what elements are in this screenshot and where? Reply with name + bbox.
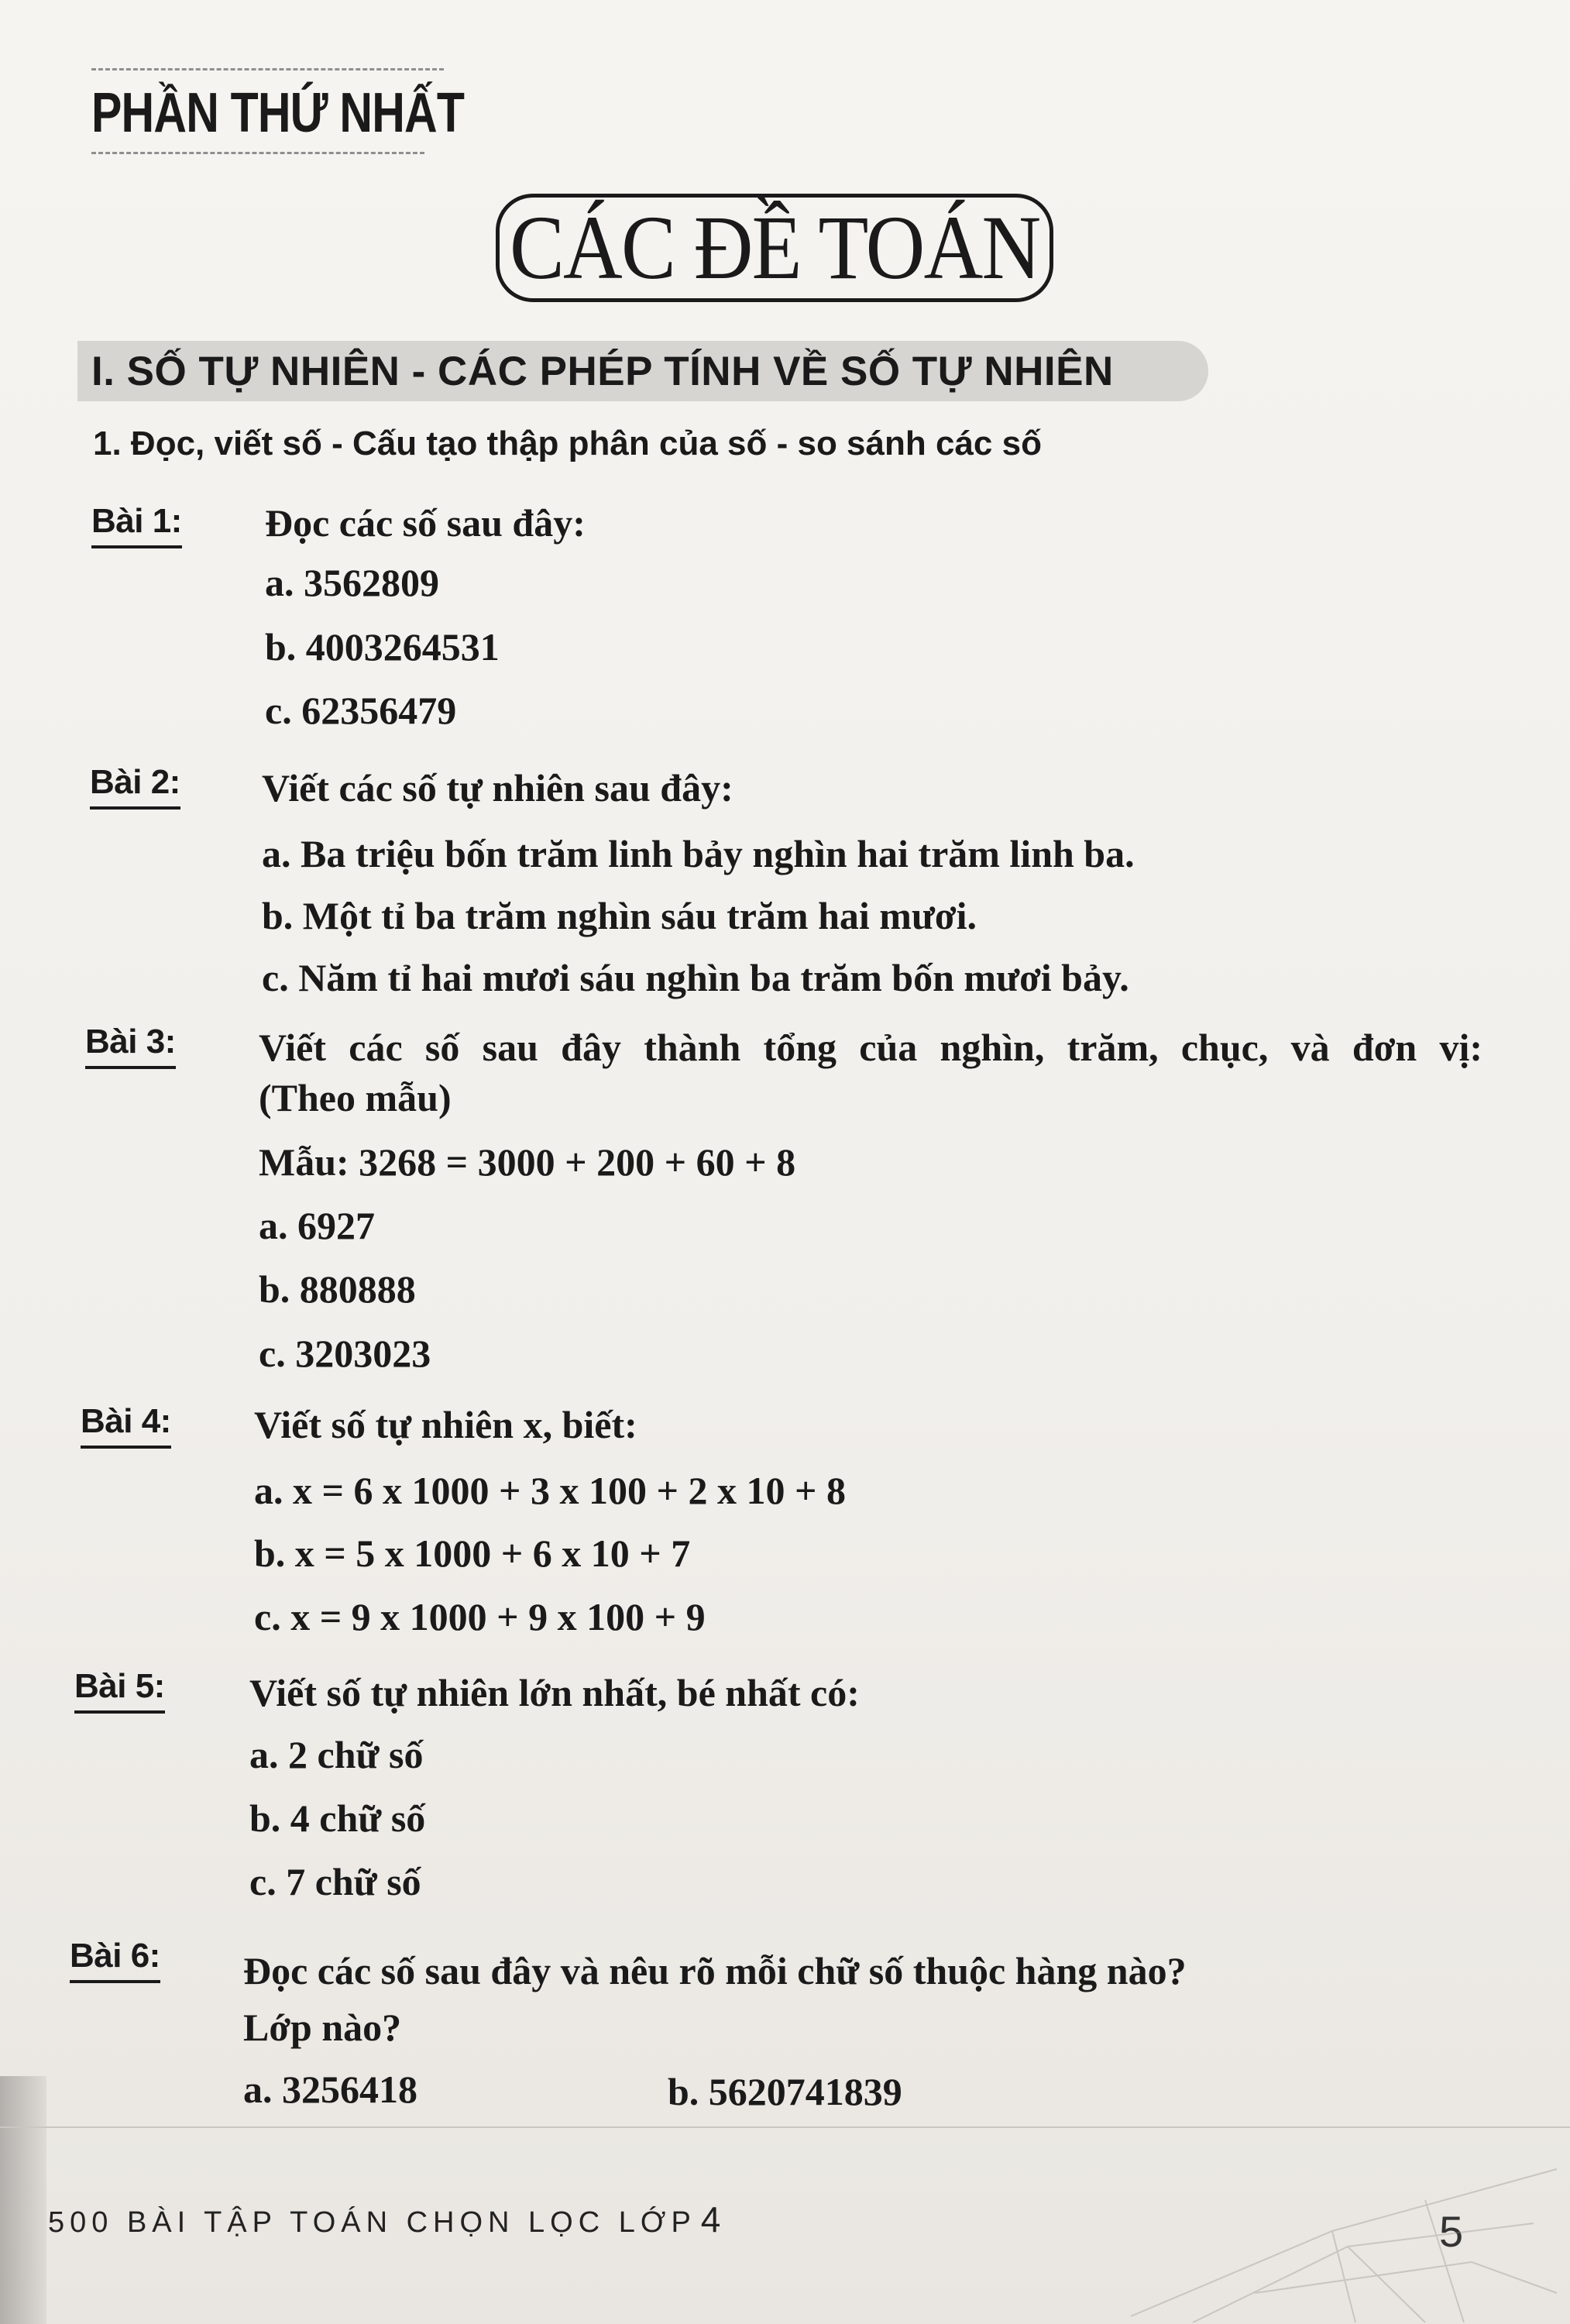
- exercise-6-prompt: Đọc các số sau đây và nêu rõ mỗi chữ số thuộc hàng nào?: [243, 1949, 1187, 1992]
- exercise-4-item-b: b. x = 5 x 1000 + 6 x 10 + 7: [254, 1532, 691, 1575]
- exercise-3-item-b: b. 880888: [259, 1267, 416, 1311]
- exercise-1-label: Bài 1:: [91, 502, 182, 548]
- exercise-2-item-c: c. Năm tỉ hai mươi sáu nghìn ba trăm bốn mươi bảy.: [262, 956, 1129, 999]
- exercise-4-label: Bài 4:: [81, 1402, 171, 1449]
- footer-book-title-text: 500 BÀI TẬP TOÁN CHỌN LỌC LỚP: [48, 2206, 696, 2239]
- exercise-3-prompt: Viết các số sau đây thành tổng của nghìn, trăm, chục, và đơn vị:: [259, 1026, 1482, 1069]
- part-header-top-rule: [91, 68, 444, 70]
- exercise-5-item-b: b. 4 chữ số: [249, 1796, 426, 1840]
- exercise-5-label: Bài 5:: [74, 1667, 165, 1714]
- exercise-2-item-b: b. Một tỉ ba trăm nghìn sáu trăm hai mươi.: [262, 894, 977, 937]
- exercise-2-item-a: a. Ba triệu bốn trăm linh bảy nghìn hai trăm linh ba.: [262, 832, 1135, 875]
- footer-rule: [0, 2126, 1570, 2128]
- exercise-4-item-c: c. x = 9 x 1000 + 9 x 100 + 9: [254, 1595, 706, 1638]
- exercise-6-prompt-cont: Lớp nào?: [243, 2006, 402, 2049]
- page-edge-shadow: [0, 2076, 46, 2324]
- part-header: [91, 68, 465, 154]
- exercise-6-label: Bài 6:: [70, 1937, 160, 1983]
- exercise-2-label: Bài 2:: [90, 763, 180, 810]
- main-title: CÁC ĐỀ TOÁN: [509, 197, 1040, 298]
- part-title: PHẦN THỨ NHẤT: [91, 82, 465, 144]
- corner-ornament: [1100, 2138, 1565, 2324]
- exercise-5-item-a: a. 2 chữ số: [249, 1733, 424, 1776]
- page-number: 5: [1439, 2207, 1464, 2256]
- part-header-bottom-rule: [91, 152, 424, 154]
- exercise-4-item-a: a. x = 6 x 1000 + 3 x 100 + 2 x 10 + 8: [254, 1469, 846, 1512]
- exercise-1-item-c: c. 62356479: [265, 689, 457, 732]
- exercise-5-item-c: c. 7 chữ số: [249, 1860, 421, 1903]
- section-title: I. SỐ TỰ NHIÊN - CÁC PHÉP TÍNH VỀ SỐ TỰ NHIÊN: [91, 348, 1114, 394]
- exercise-3-item-a: a. 6927: [259, 1204, 375, 1247]
- exercise-1-item-b: b. 4003264531: [265, 625, 500, 669]
- subsection-title: 1. Đọc, viết số - Cấu tạo thập phân của số - so sánh các số: [93, 425, 1042, 462]
- exercise-6-item-a: a. 3256418: [243, 2068, 417, 2111]
- exercise-3-prompt-cont: (Theo mẫu): [259, 1076, 452, 1119]
- section-banner: [77, 341, 1208, 401]
- exercise-3-label: Bài 3:: [85, 1023, 176, 1069]
- exercise-5-prompt: Viết số tự nhiên lớn nhất, bé nhất có:: [249, 1671, 860, 1714]
- exercise-3-item-c: c. 3203023: [259, 1332, 431, 1375]
- exercise-6-item-b: b. 5620741839: [668, 2070, 902, 2113]
- exercise-3-example: Mẫu: 3268 = 3000 + 200 + 60 + 8: [259, 1140, 796, 1184]
- exercise-1-item-a: a. 3562809: [265, 561, 439, 604]
- exercise-4-prompt: Viết số tự nhiên x, biết:: [254, 1403, 637, 1446]
- exercise-1-prompt: Đọc các số sau đây:: [265, 501, 586, 545]
- footer-book-title: [48, 2199, 720, 2240]
- exercise-2-prompt: Viết các số tự nhiên sau đây:: [262, 766, 733, 810]
- footer-grade: 4: [700, 2199, 721, 2240]
- main-title-box: [496, 194, 1053, 302]
